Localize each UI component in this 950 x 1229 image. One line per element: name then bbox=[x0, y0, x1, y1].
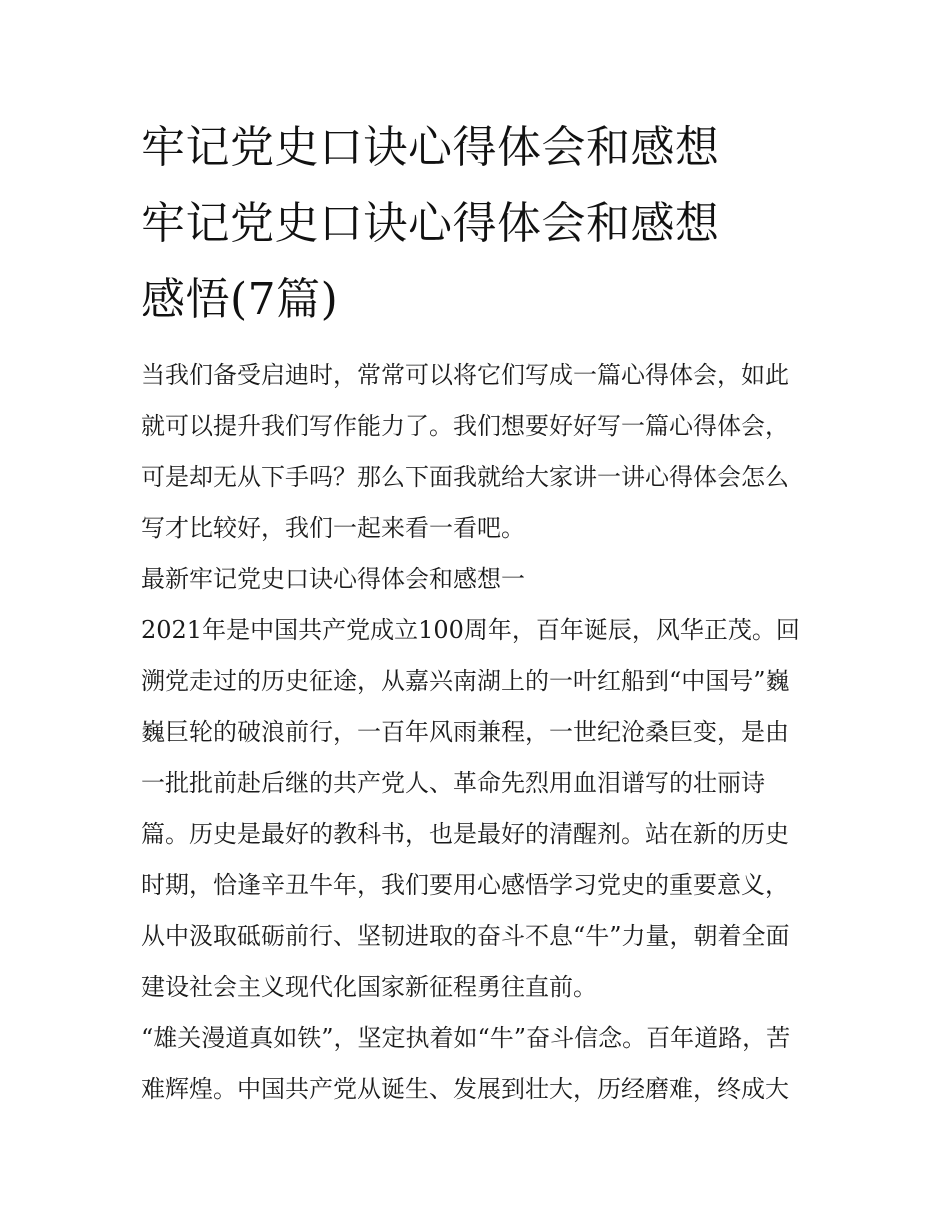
body-paragraph bbox=[141, 605, 821, 1013]
text-line: “雄关漫道真如铁”，坚定执着如“牛”奋斗信念。百年道路，苦 bbox=[141, 1024, 791, 1052]
document-page bbox=[141, 110, 821, 1115]
body-paragraph bbox=[141, 1013, 821, 1115]
document-body bbox=[141, 350, 821, 1115]
text-line: 从中汲取砥砺前行、坚韧进取的奋斗不息“牛”力量，朝着全面 bbox=[141, 922, 790, 950]
text-line: 写才比较好，我们一起来看一看吧。 bbox=[141, 514, 525, 542]
intro-paragraph bbox=[141, 350, 821, 554]
text-line: 溯党走过的历史征途，从嘉兴南湖上的一叶红船到“中国号”巍 bbox=[141, 667, 790, 695]
title-line: 感悟(7篇) bbox=[141, 274, 339, 325]
title-line: 牢记党史口诀心得体会和感想 bbox=[141, 122, 720, 173]
text-line: 难辉煌。中国共产党从诞生、发展到壮大，历经磨难，终成大 bbox=[141, 1075, 789, 1103]
text-line: 建设社会主义现代化国家新征程勇往直前。 bbox=[141, 973, 597, 1001]
title-line: 牢记党史口诀心得体会和感想 bbox=[141, 198, 720, 249]
section-heading bbox=[141, 554, 821, 605]
text-line: 2021年是中国共产党成立100周年，百年诞辰，风华正茂。回 bbox=[141, 616, 800, 644]
text-line: 就可以提升我们写作能力了。我们想要好好写一篇心得体会， bbox=[141, 412, 789, 440]
text-line: 时期，恰逢辛丑牛年，我们要用心感悟学习党史的重要意义， bbox=[141, 871, 789, 899]
text-line: 巍巨轮的破浪前行，一百年风雨兼程，一世纪沧桑巨变，是由 bbox=[141, 718, 789, 746]
text-line: 最新牢记党史口诀心得体会和感想一 bbox=[141, 565, 525, 593]
text-line: 当我们备受启迪时，常常可以将它们写成一篇心得体会，如此 bbox=[141, 361, 789, 389]
text-line: 一批批前赴后继的共产党人、革命先烈用血泪谱写的壮丽诗 bbox=[141, 769, 765, 797]
text-line: 篇。历史是最好的教科书，也是最好的清醒剂。站在新的历史 bbox=[141, 820, 789, 848]
text-line: 可是却无从下手吗？那么下面我就给大家讲一讲心得体会怎么 bbox=[141, 463, 789, 491]
document-title bbox=[141, 110, 821, 338]
